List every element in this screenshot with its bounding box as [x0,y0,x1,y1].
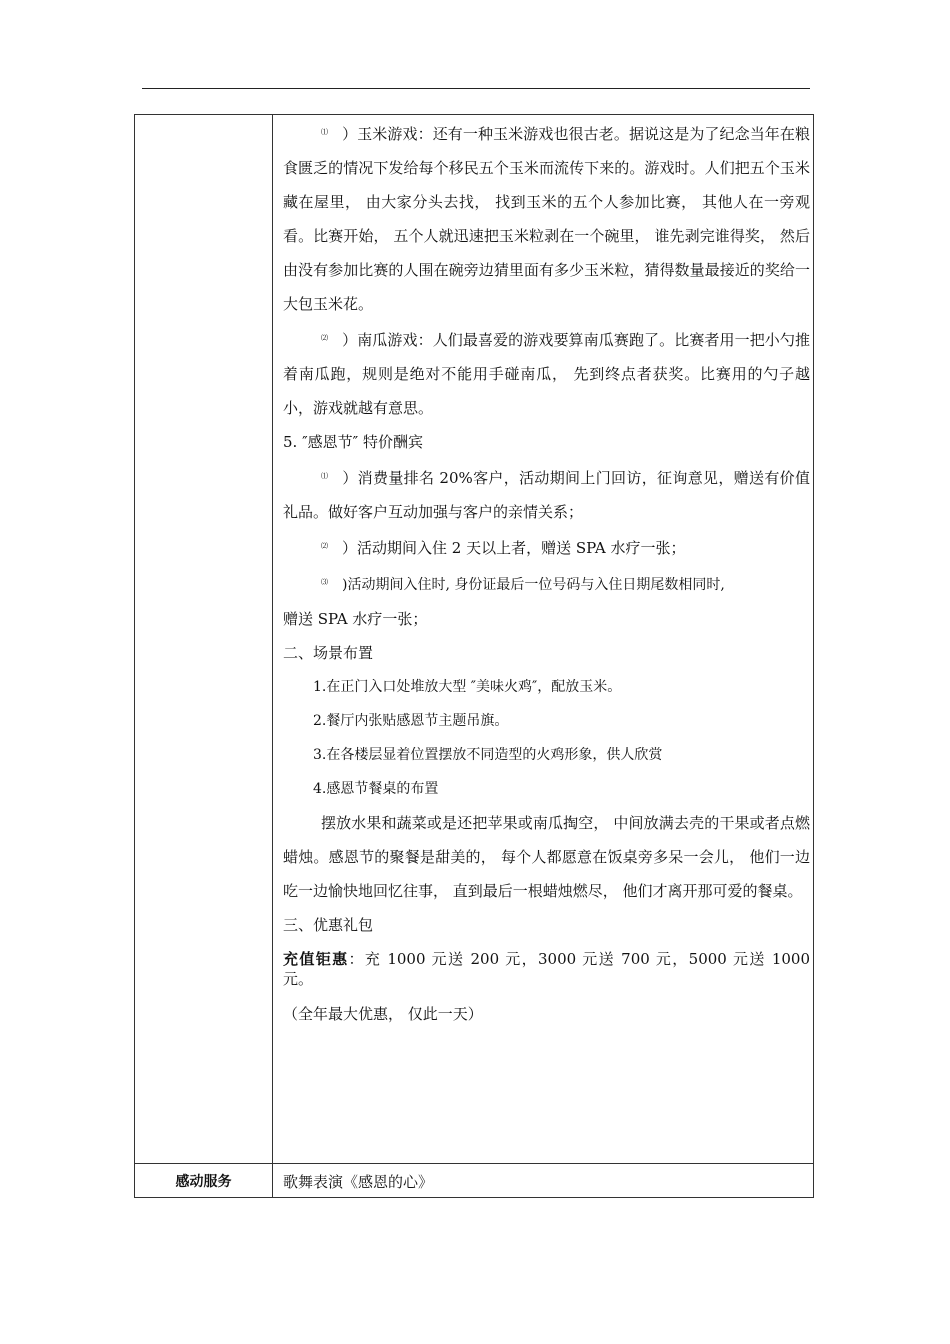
pumpkin-game-text: ）南瓜游戏：人们最喜爱的游戏要算南瓜赛跑了。比赛者用一把小勺推着南瓜跑，规则是绝对不能用手碰南瓜， 先到终点者获奖。比赛用的勺子越小，游戏就越有意思。 [283,331,811,417]
list-marker: ⑴ [321,472,329,480]
gift-note: （全年最大优惠， 仅此一天） [283,1005,483,1023]
column-divider [272,115,273,1197]
list-marker: ⑵ [321,542,328,550]
scene-item-1: 1.在正门入口处堆放大型 ″美味火鸡″，配放玉米。 [313,679,622,695]
offer-item-text: )活动期间入住时, 身份证最后一位号码与入住日期尾数相同时, [342,577,725,593]
activity-details-cell [283,115,810,1031]
gift-offer-text: ：充 1000 元送 200 元，3000 元送 700 元，5000 元送 1000 元。 [283,950,810,988]
offer-item-2 [283,529,810,565]
thanks-offer-heading: 5. ″感恩节″ 特价酬宾 [283,433,424,451]
gift-offer [283,949,810,989]
corn-game-paragraph [283,115,810,321]
offer-item-1 [283,459,810,529]
offer-item-3 [283,565,810,602]
list-marker: ⑵ [321,334,329,342]
offer-item-text: ）消费量排名 20%客户，活动期间上门回访，征询意见，赠送有价值礼品。做好客户互动加强与客户的亲情关系； [283,469,811,521]
scene-heading: 二、场景布置 [283,644,374,662]
gift-lead: 充值钜惠 [283,950,349,968]
service-content: 歌舞表演《感恩的心》 [283,1172,434,1191]
offer-item-text: ）活动期间入住 2 天以上者，赠送 SPA 水疗一张； [342,539,686,557]
list-marker: ⑶ [321,578,328,586]
pumpkin-game-paragraph [283,321,810,425]
corn-game-text: ）玉米游戏：还有一种玉米游戏也很古老。据说这是为了纪念当年在粮食匮乏的情况下发给每个移民五个玉米而流传下来的。游戏时。人们把五个玉米藏在屋里， 由大家分头去找， 找到玉米的五个人参加比赛， 其他人在一旁观看。比赛开始， 五个人就迅速把玉米粒剥在一个碗里， 谁先剥完谁得奖， 然后由没有参加比赛的人围在碗旁边猜里面有多少玉米粒，猜得数量最接近的奖给一大包玉米花。 [283,125,811,313]
scene-item-4: 4.感恩节餐桌的布置 [313,781,439,797]
gift-heading: 三、优惠礼包 [283,916,374,934]
table-setting-paragraph: 摆放水果和蔬菜或是还把苹果或南瓜掏空， 中间放满去壳的干果或者点燃蜡烛。感恩节的聚餐是甜美的， 每个人都愿意在饭桌旁多呆一会儿， 他们一边吃一边愉快地回忆往事， 直到最后一根蜡烛燃尽， 他们才离开那可爱的餐桌。 [283,814,810,900]
service-label: 感动服务 [175,1174,232,1190]
scene-item-2: 2.餐厅内张贴感恩节主题吊旗。 [313,713,509,729]
list-marker: ⑴ [321,128,329,136]
offer-continuation: 赠送 SPA 水疗一张； [283,610,428,628]
scene-item-3: 3.在各楼层显着位置摆放不同造型的火鸡形象，供人欣赏 [313,747,663,763]
header-rule [142,88,810,89]
content-table [134,114,814,1198]
